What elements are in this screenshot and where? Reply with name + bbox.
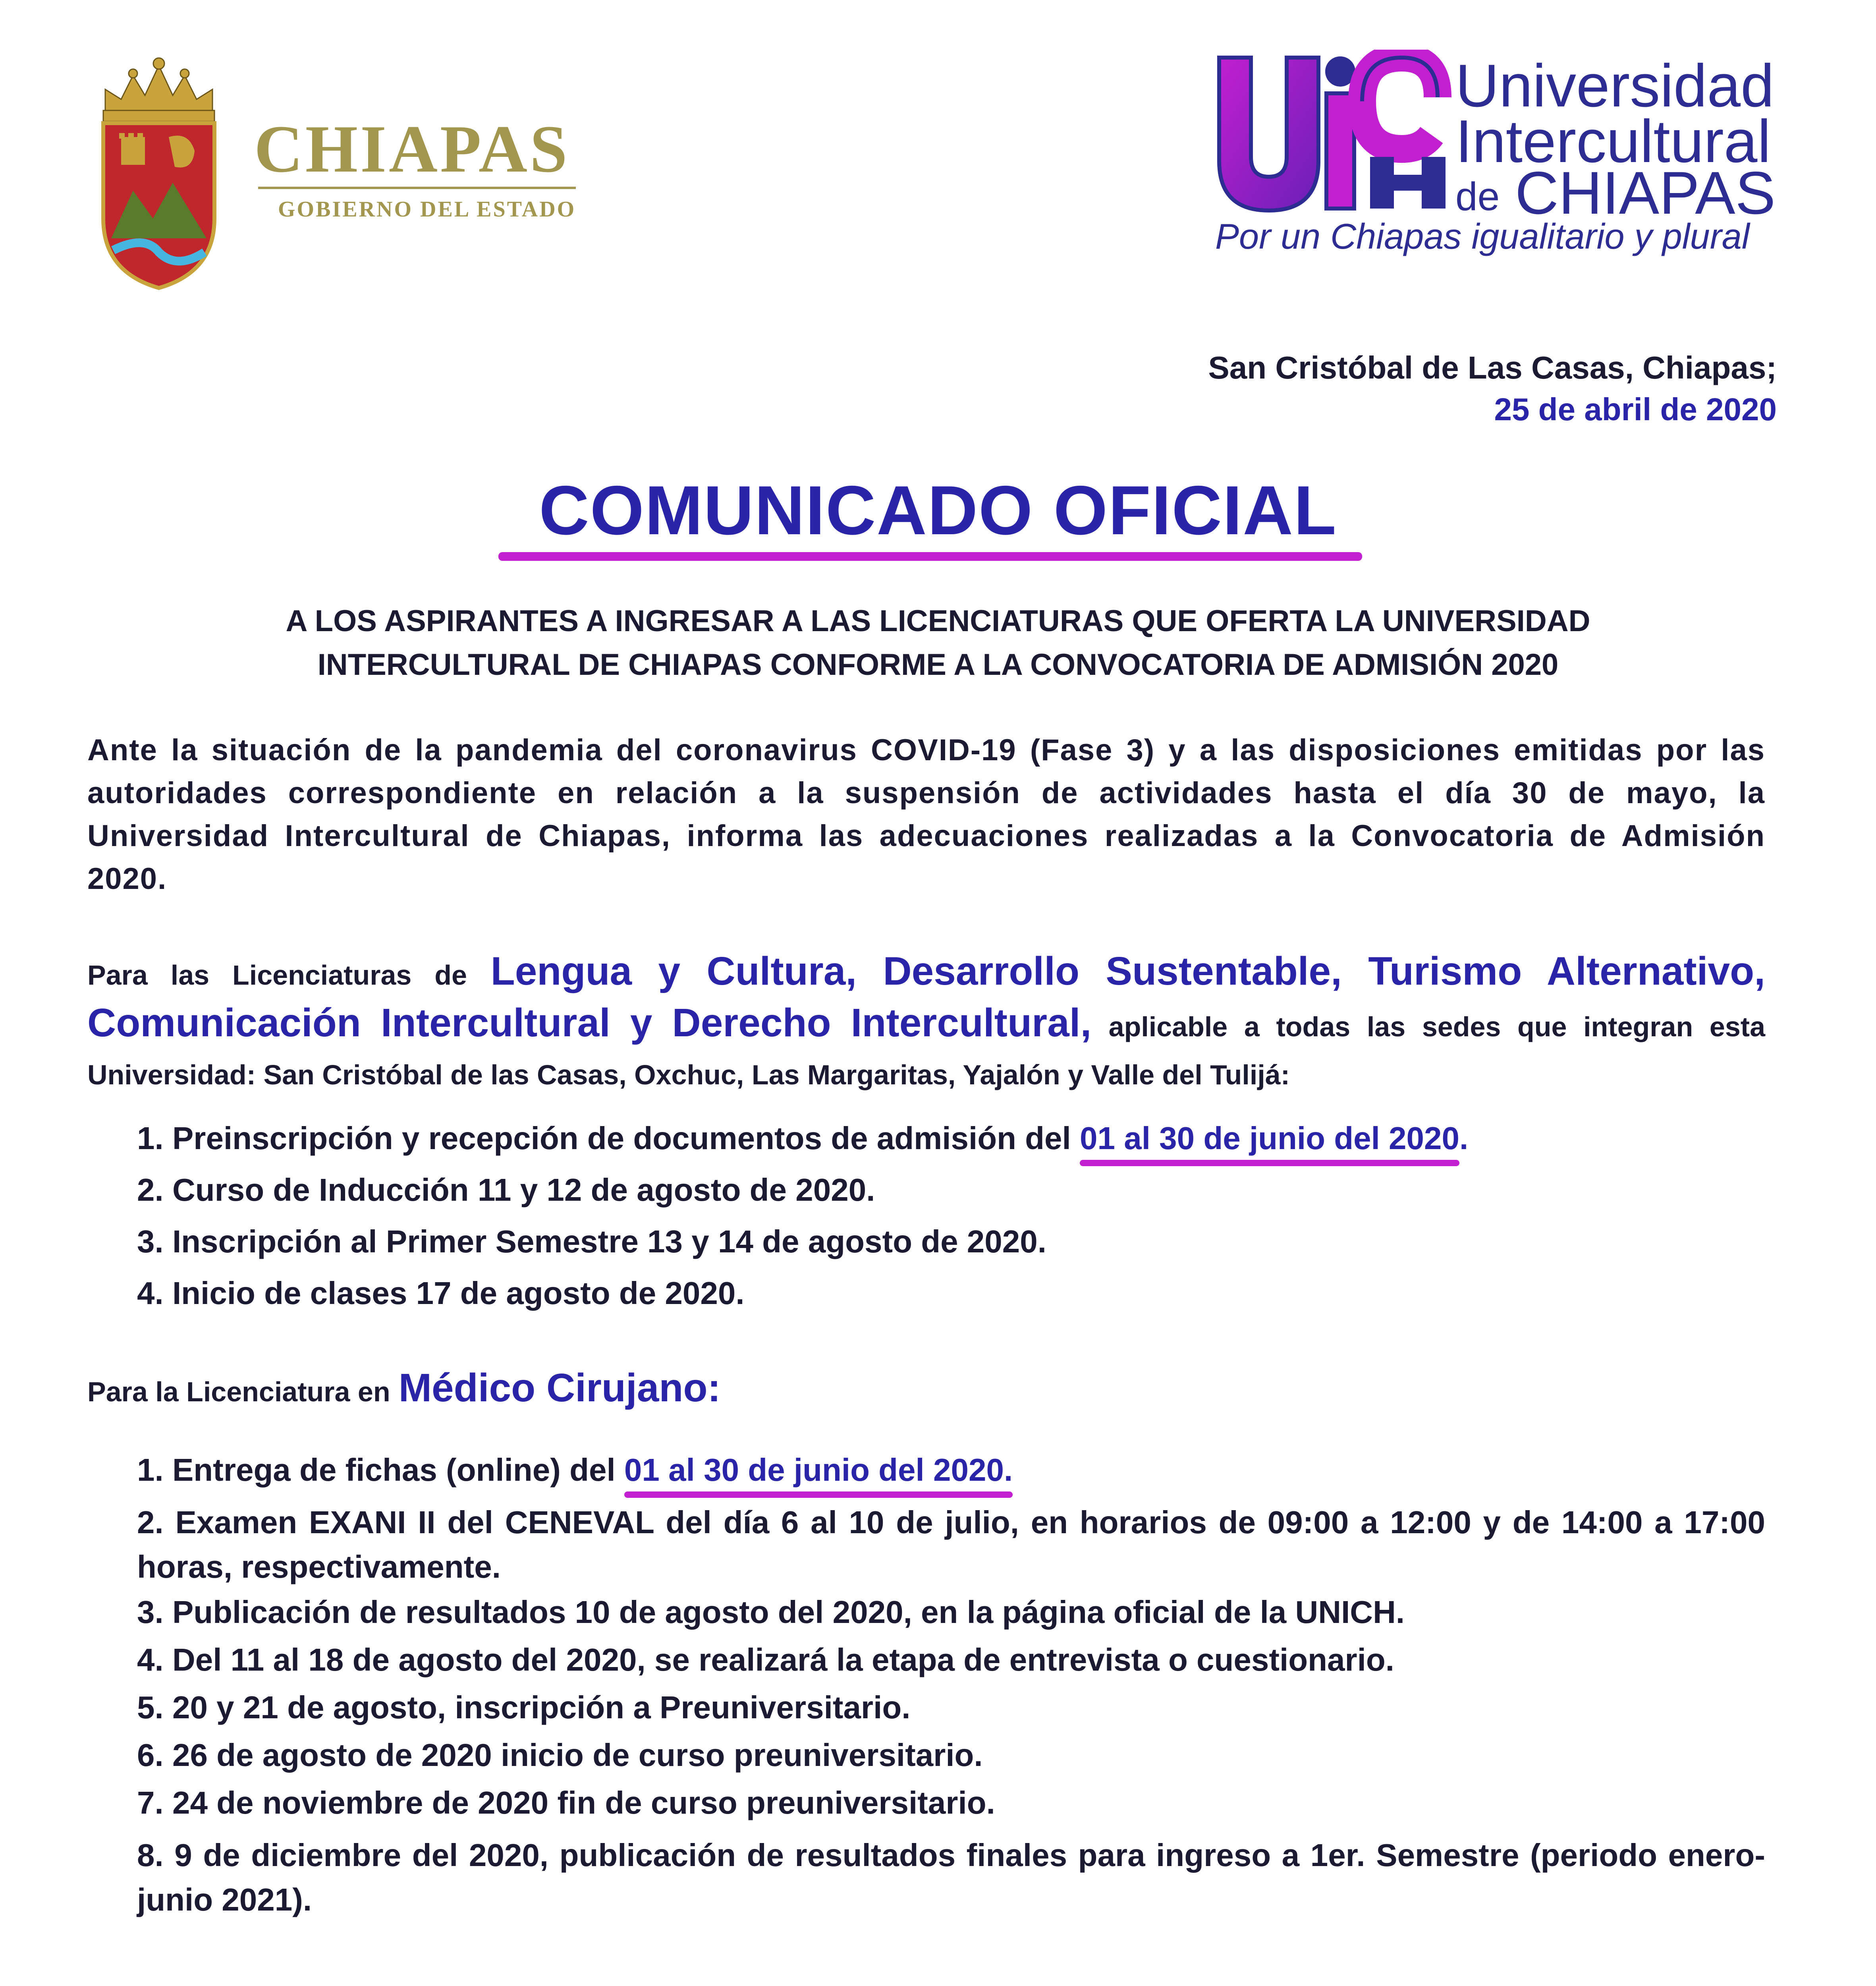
title-underline [498,552,1362,561]
list-item: 4. Del 11 al 18 de agosto del 2020, se realizará la etapa de entrevista o cuestionario. [137,1642,1394,1677]
document-date: 25 de abril de 2020 [1494,392,1777,427]
chiapas-logo-subtitle: GOBIERNO DEL ESTADO [278,197,576,222]
addressee-line-1: A LOS ASPIRANTES A INGRESAR A LAS LICENCIATURAS QUE OFERTA LA UNIVERSIDAD [286,604,1590,638]
list-item: 7. 24 de noviembre de 2020 fin de curso preuniversitario. [137,1785,995,1820]
list-item: 2. Examen EXANI II del CENEVAL del día 6 al 10 de julio, en horarios de 09:00 a 12:00 y de 14:00 a 17:00 horas, respectivamente. [137,1505,1765,1584]
highlighted-date: 01 al 30 de junio del 2020. [624,1452,1013,1488]
list-item: 3. Inscripción al Primer Semestre 13 y 14 de agosto de 2020. [137,1224,1046,1259]
list-item: 5. 20 y 21 de agosto, inscripción a Preuniversitario. [137,1690,911,1725]
intro-paragraph: Ante la situación de la pandemia del coronavirus COVID-19 (Fase 3) y a las disposiciones emitidas por las autoridades correspondiente en relación a la suspensión de actividades hasta el día 30 de mayo, la Universidad Intercultural de Chiapas, informa las adecuaciones realizadas a la Convocatoria de Admisión 2020. [87,733,1765,896]
list-item: 1. Entrega de fichas (online) del 01 al 30 de junio del 2020. [137,1452,1013,1488]
licenciaturas-paragraph [87,947,1765,1099]
list-item: 3. Publicación de resultados 10 de agosto del 2020, en la página oficial de la UNICH. [137,1594,1405,1630]
unich-logo-line1: Universidad [1455,52,1774,120]
chiapas-coat-of-arms-icon [89,52,228,290]
page-title: COMUNICADO OFICIAL [539,472,1337,549]
list-item: 6. 26 de agosto de 2020 inicio de curso preuniversitario. [137,1737,983,1773]
chiapas-logo-divider [258,187,576,189]
licenciaturas-suffix: aplicable a todas las sedes que integran esta Universidad: San Cristóbal de las Casas, Oxchuc, Las Margaritas, Yajalón y Valle del Tulijá: [87,1011,1766,1090]
highlighted-date: 01 al 30 de junio del 2020 [1080,1121,1459,1156]
unich-logo-line3-name: CHIAPAS [1515,159,1776,227]
list-item: 1. Preinscripción y recepción de documentos de admisión del 01 al 30 de junio del 2020 . [137,1120,1468,1157]
list-item: 2. Curso de Inducción 11 y 12 de agosto de 2020. [137,1172,875,1207]
licenciaturas-prefix: Para las Licenciaturas de [87,960,467,991]
unich-logo-line3-de: de [1455,174,1500,219]
document-place: San Cristóbal de Las Casas, Chiapas; [1208,350,1777,385]
unich-logo-line2: Intercultural [1455,108,1771,175]
unich-logo-slogan: Por un Chiapas igualitario y plural [1215,217,1750,257]
list-item: 8. 9 de diciembre del 2020, publicación de resultados finales para ingreso a 1er. Semestre (periodo enero-junio 2021). [137,1837,1765,1917]
medico-program: Médico Cirujano: [398,1366,721,1410]
medico-paragraph [87,1366,1765,1413]
medico-prefix: Para la Licenciatura en [87,1376,390,1407]
unich-logo-icon [1215,50,1453,216]
addressee-line-2: INTERCULTURAL DE CHIAPAS CONFORME A LA CONVOCATORIA DE ADMISIÓN 2020 [317,648,1559,682]
list-item: 4. Inicio de clases 17 de agosto de 2020. [137,1275,745,1311]
chiapas-logo-text: CHIAPAS [254,112,570,186]
licenciaturas-programs: Lengua y Cultura, Desarrollo Sustentable, Turismo Alternativo, Comunicación Intercultural y Derecho Intercultural, [87,949,1765,1045]
